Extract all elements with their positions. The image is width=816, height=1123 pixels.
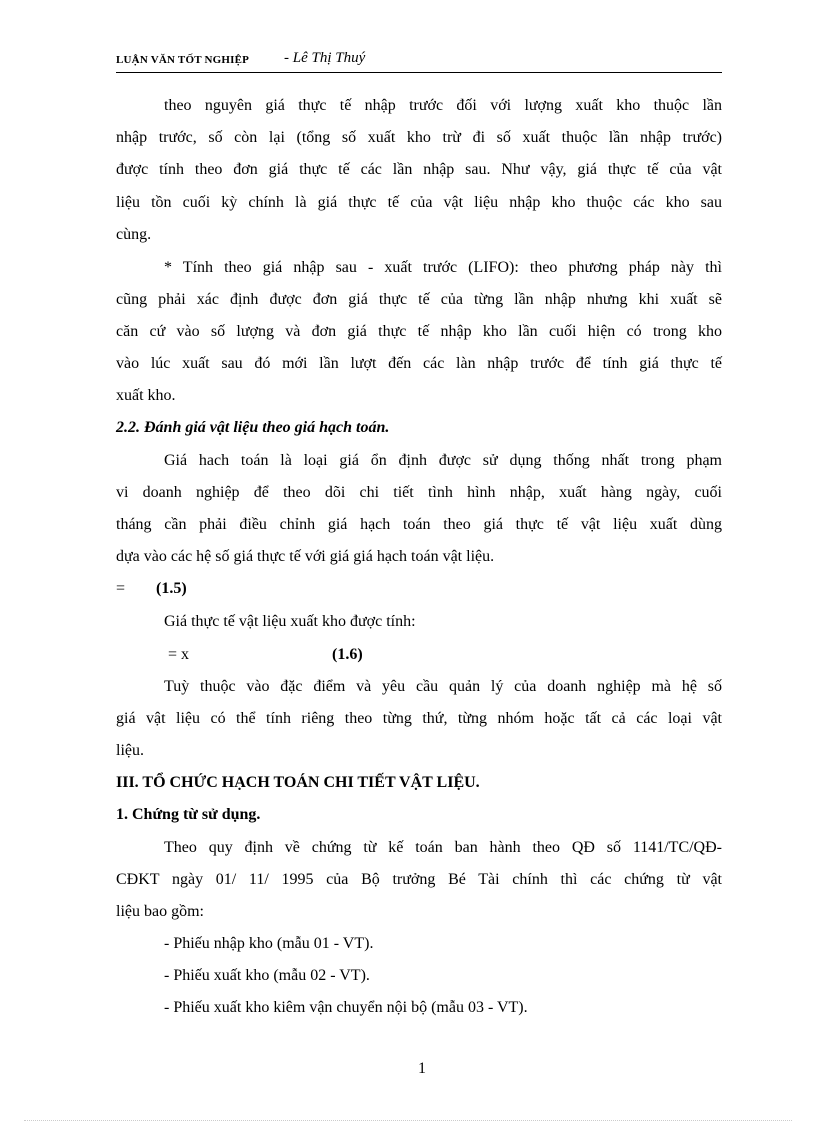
section-heading-iii: III. TỔ CHỨC HẠCH TOÁN CHI TIẾT VẬT LIỆU. (116, 774, 480, 791)
body-line: liệu tồn cuối kỳ chính là giá thực tế của vật liệu nhập kho thuộc các kho sau (116, 194, 722, 211)
body-line: Giá thực tế vật liệu xuất kho được tính: (164, 613, 416, 630)
equation-1-5-sign: = (116, 580, 126, 597)
thesis-label: LUẬN VĂN TỐT NGHIỆP (116, 54, 250, 66)
body-line: vào lúc xuất sau đó mới lần lượt đến các làn nhập trước để tính giá thực tế (116, 355, 722, 372)
body-line: liệu bao gồm: (116, 903, 204, 920)
body-line: Giá hach toán là loại giá ổn định được sử dụng thống nhất trong phạm (164, 452, 722, 469)
body-line: dựa vào các hệ số giá thực tế với giá giá hạch toán vật liệu. (116, 548, 495, 565)
body-line: * Tính theo giá nhập sau - xuất trước (LIFO): theo phương pháp này thì (164, 259, 722, 276)
body-line: được tính theo đơn giá thực tế các lần nhập sau. Như vậy, giá thực tế của vật (116, 161, 722, 178)
body-line: căn cứ vào số lượng và đơn giá thực tế nhập kho lần cuối hiện có trong kho (116, 323, 722, 340)
body-line: theo nguyên giá thực tế nhập trước đối với lượng xuất kho thuộc lần (164, 97, 722, 114)
section-heading-2-2: 2.2. Đánh giá vật liệu theo giá hạch toán. (116, 419, 390, 436)
page-header (116, 50, 722, 73)
body-line: tháng cần phải điều chỉnh giá hạch toán theo giá thực tế vật liệu xuất dùng (116, 516, 722, 533)
equation-1-5-number: (1.5) (156, 580, 187, 597)
body-line: nhập trước, số còn lại (tổng số xuất kho trừ đi số xuất thuộc lần nhập trước) (116, 129, 722, 146)
body-line: cũng phải xác định được đơn giá thực tế của từng lần nhập nhưng khi xuất sẽ (116, 291, 722, 308)
page-number: 1 (418, 1060, 426, 1077)
body-line: vi doanh nghiệp để theo dõi chi tiết tình hình nhập, xuất hàng ngày, cuối (116, 484, 722, 501)
author-name: - Lê Thị Thuý (284, 50, 366, 66)
body-line: Tuỳ thuộc vào đặc điểm và yêu cầu quản lý của doanh nghiệp mà hệ số (164, 678, 722, 695)
section-heading-1: 1. Chứng từ sử dụng. (116, 806, 261, 823)
equation-1-6-sign: = x (168, 646, 190, 663)
equation-1-6-number: (1.6) (332, 646, 363, 663)
list-item: - Phiếu xuất kho kiêm vận chuyển nội bộ (mẫu 03 - VT). (164, 999, 528, 1016)
body-line: cùng. (116, 226, 152, 243)
body-line: liệu. (116, 742, 144, 759)
body-line: giá vật liệu có thể tính riêng theo từng thứ, từng nhóm hoặc tất cả các loại vật (116, 710, 722, 727)
body-line: xuất kho. (116, 387, 176, 404)
list-item: - Phiếu xuất kho (mẫu 02 - VT). (164, 967, 370, 984)
page-bottom-divider (24, 1120, 792, 1121)
list-item: - Phiếu nhập kho (mẫu 01 - VT). (164, 935, 374, 952)
body-line: CĐKT ngày 01/ 11/ 1995 của Bộ trưởng Bé Tài chính thì các chứng từ vật (116, 871, 722, 888)
body-line: Theo quy định về chứng từ kế toán ban hành theo QĐ số 1141/TC/QĐ- (164, 839, 722, 856)
